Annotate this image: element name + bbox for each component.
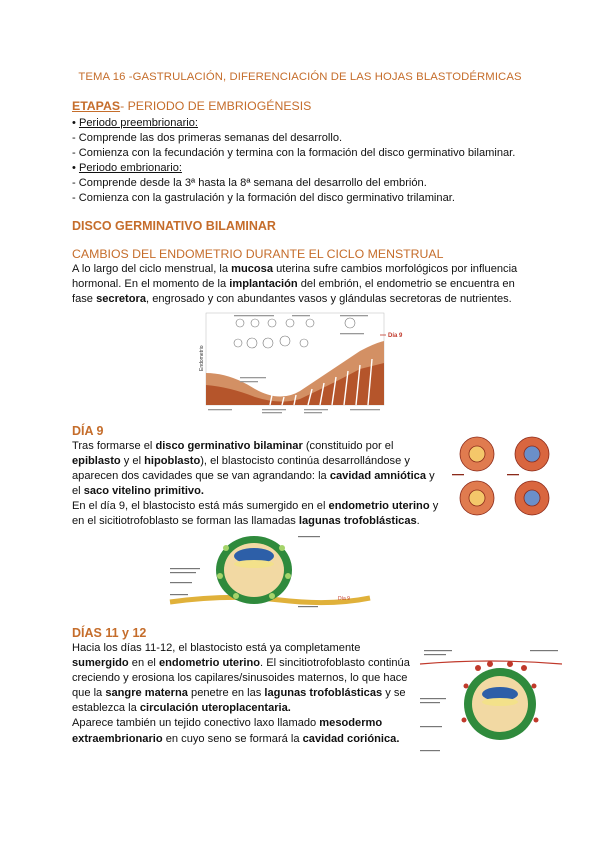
text-run: del embrión, el endometrio se encuentra en fase [72,278,515,306]
text-run: ), el blastocisto continúa desarrollándose y aparecen dos cavidades que se van agrandando: la [72,455,410,483]
text-run: y en el sicitiotrofoblasto se forman las llamadas [72,500,439,528]
emb-item-1: - Comprende desde la 3ª hasta la 8ª semana del desarrollo del embrión. [72,177,427,189]
text-run: secretora [96,293,147,306]
dia9-paragraph [72,439,440,530]
text-run: hipoblasto [144,455,201,468]
text-run: y se establezca la [72,687,406,715]
text-run: epiblasto [72,455,121,468]
text-run: En el día 9, el blastocisto está más sumergido en el [72,500,329,513]
emb-item-2: - Comienza con la gastrulación y la formación del disco germinativo trilaminar. [72,192,455,204]
dia9-figure-label: Día 9 [338,596,350,602]
text-run: Hacia los días 11-12, el blastocisto está ya completamente [72,642,361,654]
text-run: mucosa [231,263,274,275]
text-run: cavidad coriónica. [302,732,400,745]
text-run: . [416,515,420,528]
text-run: penetre en las [187,687,265,700]
page-title: TEMA 16 -GASTRULACIÓN, DIFERENCIACIÓN DE LAS HOJAS BLASTODÉRMICAS [78,71,522,83]
text-run: sangre materna [105,687,188,700]
text-run: , engrosado y con abundantes vasos y glándulas secretoras de nutrientes. [146,293,512,306]
emb-label: Periodo embrionario: [78,162,182,174]
pre-label: Periodo preembrionario: [78,117,198,129]
cambios-heading: CAMBIOS DEL ENDOMETRIO DURANTE EL CICLO MENSTRUAL [72,247,444,261]
text-run: y el [120,455,145,468]
emb-label-line: • Periodo embrionario: [72,162,182,174]
text-run: cavidad amniótica [329,470,426,483]
etapas-heading: ETAPAS [72,99,121,113]
text-run: . El sincitiotrofoblasto continúa creciendo y erosiona los capilares/sinusoides maternos, lo que hace que la [72,657,410,700]
pre-item-2: - Comienza con la fecundación y termina con la formación del disco germinativo bilaminar. [72,147,516,159]
embryo-panels-figure [450,432,560,522]
endometrium-cycle-figure [200,311,414,421]
cambios-paragraph [72,262,532,307]
disco-heading: DISCO GERMINATIVO BILAMINAR [72,219,276,233]
pre-item-1: - Comprende las dos primeras semanas del desarrollo. [72,132,343,144]
text-run: endometrio uterino [328,500,430,513]
text-run: y el [72,470,435,498]
text-run: Tras formarse el [72,440,156,452]
dias11-heading: DÍAS 11 y 12 [72,626,147,640]
etapas-subtitle: - PERIODO DE EMBRIOGÉNESIS [120,99,312,113]
text-run: A lo largo del ciclo menstrual, la [72,263,232,275]
text-run: en el [128,657,159,670]
dia9-marker-label: Día 9 [388,333,403,339]
text-run: sumergido [72,657,129,670]
blastocyst-day11-figure [420,646,562,758]
text-run: lagunas trofoblásticas [264,687,383,700]
text-run: mesodermo extraembrionario [72,717,383,745]
dias11-paragraph [72,641,420,747]
text-run: uterina sufre cambios morfológicos por influencia hormonal. En el momento de la [72,263,518,291]
text-run: (constituido por el [302,440,394,452]
dia9-heading: DÍA 9 [72,424,104,438]
blastocyst-day9-figure [170,526,370,622]
text-run: disco germinativo bilaminar [155,440,303,452]
text-run: lagunas trofoblásticas [298,515,417,528]
text-run: endometrio uterino [158,657,261,670]
text-run: Aparece también un tejido conectivo laxo llamado [72,717,320,730]
text-run: circulación uteroplacentaria. [139,702,291,715]
text-run: en cuyo seno se formará la [162,732,303,745]
pre-label-line: • Periodo preembrionario: [72,117,198,129]
etapas-heading-line [72,99,311,114]
endometrio-axis-label: Endometrio [199,345,205,371]
text-run: saco vitelino primitivo. [83,485,204,498]
text-run: implantación [229,278,298,291]
